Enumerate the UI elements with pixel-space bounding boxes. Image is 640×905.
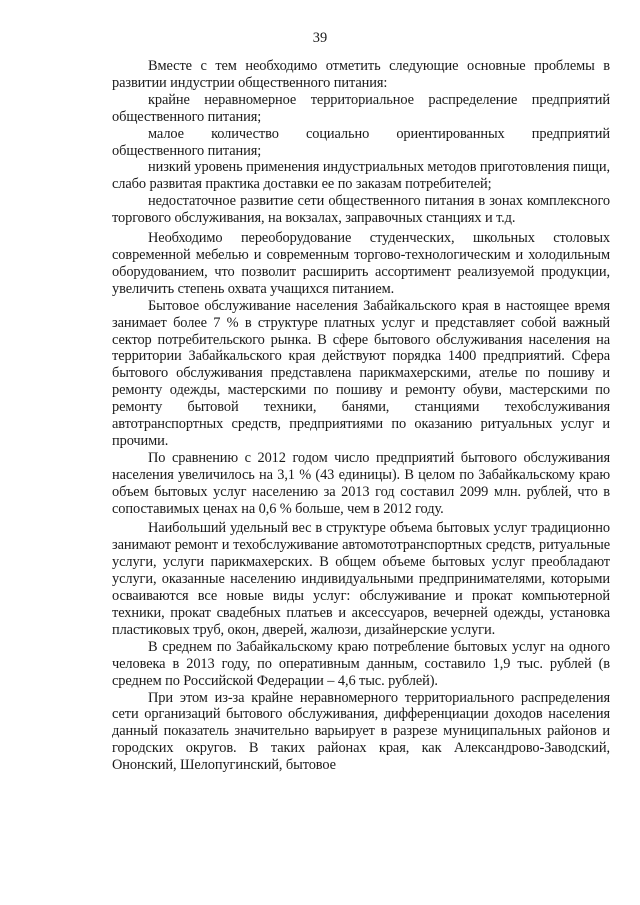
paragraph-uneven-distribution: крайне неравномерное территориальное распределение предприятий общественного питания; bbox=[112, 91, 610, 125]
document-body bbox=[112, 58, 610, 774]
paragraph-low-industrial-methods: низкий уровень применения индустриальных методов приготовления пищи, слабо развитая практика доставки ее по заказам потребителей; bbox=[112, 159, 611, 193]
paragraph-problems-intro: Вместе с тем необходимо отметить следующие основные проблемы в развитии индустрии общественного питания: bbox=[112, 58, 610, 91]
paragraph-consumer-services: Бытовое обслуживание населения Забайкальского края в настоящее время занимает более 7 % в структуре платных услуг и представляет собой важный сектор потребительского рынка. В сфере бытового обслуживания населения на территории Забайкальского края действуют порядка 1400 предприятий. Сфера бытового обслуживания представлена парикмахерскими, ателье по пошиву и ремонту одежды, мастерскими по пошиву и ремонту обуви, мастерскими по ремонту бытовой техники, банями, станциями техобслуживания автотранспортных средств, предприятиями по оказанию ритуальных услуг и прочими. bbox=[112, 297, 610, 449]
paragraph-comparison-2012: По сравнению с 2012 годом число предприятий бытового обслуживания населения увеличилось на 3,1 % (43 единицы). В целом по Забайкальскому краю объем бытовых услуг населению за 2013 год составил 2099 млн. рублей, что в сопоставимых ценах на 0,6 % больше, чем в 2012 году. bbox=[112, 449, 610, 517]
page-number: 39 bbox=[312, 30, 328, 46]
paragraph-canteen-reequipment: Необходимо переоборудование студенческих, школьных столовых современной мебелью и современным торгово-технологическим и холодильным оборудованием, что позволит расширить ассортимент реализуемой продукции, увеличить степень охвата учащихся питанием. bbox=[112, 230, 610, 297]
paragraph-insufficient-network: недостаточное развитие сети общественного питания в зонах комплексного торгового обслуживания, на вокзалах, заправочных станциях и т.д. bbox=[112, 193, 610, 227]
paragraph-services-structure: Наибольший удельный вес в структуре объема бытовых услуг традиционно занимают ремонт и техобслуживание автомототранспортных средств, ритуальные услуги, услуги парикмахерских. В общем объеме бытовых услуг преобладают услуги, оказанные населению индивидуальными предпринимателями, которыми осваиваются все новые виды услуг: обслуживание и прокат компьютерной техники, прокат свадебных платьев и аксессуаров, вечерней одежды, установка пластиковых труб, окон, дверей, жалюзи, дизайнерские услуги. bbox=[112, 520, 610, 638]
paragraph-regional-differences: При этом из-за крайне неравномерного территориального распределения сети организаций бытового обслуживания, дифференциации доходов населения данный показатель значительно варьирует в разрезе муниципальных районов и городских округов. В таких районах края, как Александрово-Заводский, Ононский, Шелопугинский, бытовое bbox=[112, 689, 610, 774]
paragraph-few-social-enterprises: малое количество социально ориентированных предприятий общественного питания; bbox=[112, 125, 610, 159]
paragraph-per-capita-consumption: В среднем по Забайкальскому краю потребление бытовых услуг на одного человека в 2013 году, по оперативным данным, составило 1,9 тыс. рублей (в среднем по Российской Федерации – 4,6 тыс. рублей). bbox=[112, 638, 610, 689]
